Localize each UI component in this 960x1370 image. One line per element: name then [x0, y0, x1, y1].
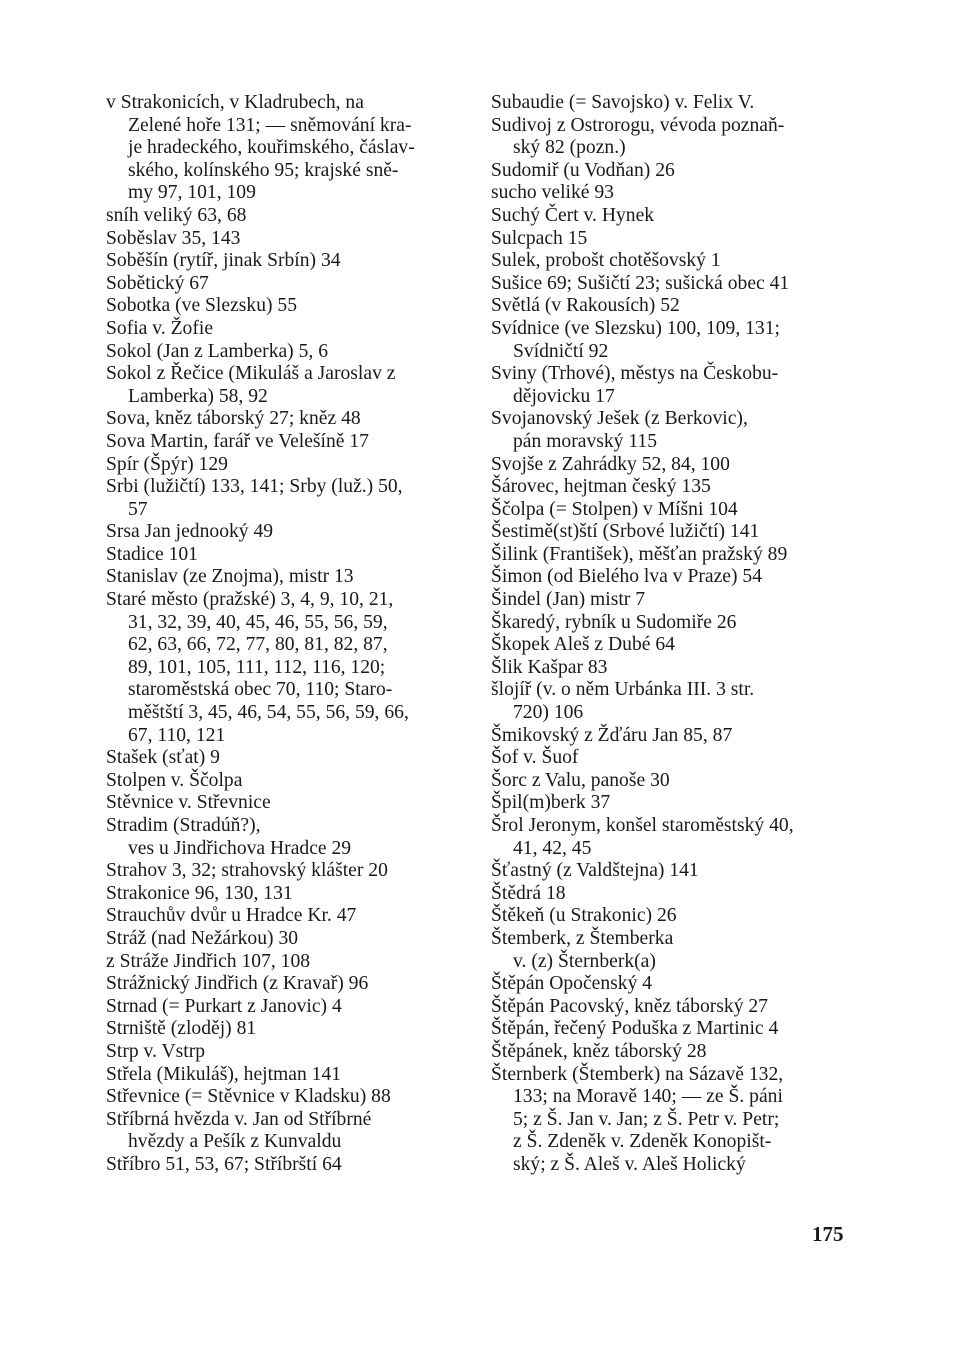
- index-entry-line: Šmikovský z Žďáru Jan 85, 87: [491, 724, 733, 746]
- index-entry: [491, 634, 851, 657]
- index-entry: [491, 815, 851, 860]
- index-entry-continuation: ský 82 (pozn.): [513, 137, 626, 159]
- index-entry: [491, 521, 851, 544]
- index-entry-line: Šilink (František), měšťan pražský 89: [491, 543, 788, 565]
- index-entry: [106, 205, 466, 228]
- index-entry: [491, 657, 851, 680]
- index-entry-line: Soběslav 35, 143: [106, 227, 241, 249]
- index-entry-line: Střevnice (= Stěvnice v Kladsku) 88: [106, 1086, 391, 1108]
- index-entry: [106, 341, 466, 364]
- index-entry-line: Sušice 69; Sušičtí 23; sušická obec 41: [491, 272, 790, 294]
- index-entry: [491, 454, 851, 477]
- index-entry-line: Suchý Čert v. Hynek: [491, 204, 655, 226]
- index-entry: [491, 205, 851, 228]
- index-entry-line: Stolpen v. Ščolpa: [106, 769, 243, 791]
- index-entry: [106, 566, 466, 589]
- index-entry: [491, 928, 851, 973]
- index-entry-line: Sulek, probošt chotěšovský 1: [491, 250, 721, 272]
- index-entry: [491, 476, 851, 499]
- index-entry: [491, 612, 851, 635]
- index-entry: [491, 250, 851, 273]
- index-entry-line: Stradim (Stradúň?),: [106, 815, 261, 836]
- index-entry-line: Střela (Mikuláš), hejtman 141: [106, 1063, 342, 1085]
- index-entry-line: Škopek Aleš z Dubé 64: [491, 634, 675, 656]
- index-entry-line: Sulcpach 15: [491, 227, 588, 249]
- index-entry-continuation: je hradeckého, kouřimského, čáslav-: [128, 137, 415, 159]
- index-entry-line: Svídnice (ve Slezsku) 100, 109, 131;: [491, 317, 780, 339]
- index-entry: [491, 747, 851, 770]
- index-entry-line: Sviny (Trhové), městys na Českobu-: [491, 363, 779, 385]
- index-entry-continuation: Zelené hoře 131; — sněmování kra-: [128, 114, 412, 136]
- index-entry: [106, 860, 466, 883]
- index-entry: [106, 228, 466, 251]
- index-entry-continuation: ves u Jindřichova Hradce 29: [128, 837, 352, 859]
- index-entry-line: Strauchův dvůr u Hradce Kr. 47: [106, 905, 357, 927]
- index-entry: [106, 951, 466, 974]
- index-entry-continuation: 41, 42, 45: [513, 837, 592, 859]
- index-entry-line: Šimon (od Bielého lva v Praze) 54: [491, 566, 762, 588]
- index-entry-line: Sova, kněz táborský 27; kněz 48: [106, 408, 361, 430]
- index-entry-continuation: pán moravský 115: [513, 430, 658, 452]
- index-entry: [106, 250, 466, 273]
- index-entry: [106, 476, 466, 521]
- index-entry: [491, 273, 851, 296]
- index-entry-line: Stěvnice v. Střevnice: [106, 792, 271, 814]
- index-entry: [491, 295, 851, 318]
- index-entry: [106, 996, 466, 1019]
- index-entry-line: Sofia v. Žofie: [106, 317, 214, 339]
- index-entry: [106, 815, 466, 860]
- index-entry-line: Šternberk (Štemberk) na Sázavě 132,: [491, 1063, 784, 1085]
- page-number: 175: [812, 1222, 844, 1246]
- index-entry: [106, 544, 466, 567]
- index-entry: [106, 363, 466, 408]
- index-entry: [491, 318, 851, 363]
- index-entry-line: Světlá (v Rakousích) 52: [491, 295, 680, 317]
- index-entry: [491, 679, 851, 724]
- index-entry: [106, 792, 466, 815]
- index-entry: [106, 1086, 466, 1109]
- index-entry: [106, 318, 466, 341]
- index-entry-line: Šindel (Jan) mistr 7: [491, 589, 646, 611]
- index-entry-continuation: 5; z Š. Jan v. Jan; z Š. Petr v. Petr;: [513, 1108, 780, 1130]
- index-entry-line: Svojše z Zahrádky 52, 84, 100: [491, 453, 730, 475]
- index-entry-line: Srbi (lužičtí) 133, 141; Srby (luž.) 50,: [106, 476, 403, 498]
- index-entry-line: Štěkeň (u Strakonic) 26: [491, 905, 677, 927]
- index-entry-line: Soběšín (rytíř, jinak Srbín) 34: [106, 250, 341, 272]
- index-entry-line: Stříbrná hvězda v. Jan od Stříbrné: [106, 1108, 372, 1130]
- index-entry: [491, 589, 851, 612]
- index-entry-line: Škaredý, rybník u Sudomiře 26: [491, 611, 737, 633]
- index-entry-line: Ščolpa (= Stolpen) v Míšni 104: [491, 498, 738, 520]
- index-entry-line: Špil(m)berk 37: [491, 792, 611, 814]
- index-entry-line: sucho veliké 93: [491, 182, 614, 204]
- index-entry-continuation: ského, kolínského 95; krajské sně-: [128, 159, 399, 181]
- index-entry-continuation: 133; na Moravě 140; — ze Š. páni: [513, 1086, 783, 1108]
- index-entry-line: Štěpán, řečený Poduška z Martinic 4: [491, 1018, 779, 1040]
- index-entry-continuation: v. (z) Šternberk(a): [513, 950, 656, 972]
- index-entry: [491, 996, 851, 1019]
- index-entry-line: Štemberk, z Štemberka: [491, 927, 674, 949]
- index-entry: [106, 521, 466, 544]
- index-entry: [106, 770, 466, 793]
- index-entry: [106, 1154, 466, 1177]
- index-entry-line: Sokol z Řečice (Mikuláš a Jaroslav z: [106, 363, 396, 385]
- index-entry-line: Strahov 3, 32; strahovský klášter 20: [106, 860, 388, 882]
- index-entry: [106, 92, 466, 205]
- index-entry: [491, 770, 851, 793]
- index-entry-line: Šťastný (z Valdštejna) 141: [491, 860, 699, 882]
- index-entry: [491, 160, 851, 183]
- index-entry: [106, 973, 466, 996]
- index-entry-line: z Stráže Jindřich 107, 108: [106, 950, 311, 972]
- index-entry: [106, 928, 466, 951]
- index-entry-line: Šorc z Valu, panoše 30: [491, 769, 670, 791]
- index-entry-continuation: 89, 101, 105, 111, 112, 116, 120;: [128, 656, 386, 678]
- index-entry-line: Spír (Špýr) 129: [106, 453, 228, 475]
- index-entry: [491, 860, 851, 883]
- index-entry-line: Strnad (= Purkart z Janovic) 4: [106, 995, 342, 1017]
- index-entry-continuation: 720) 106: [513, 702, 584, 724]
- index-entry-line: Srsa Jan jednooký 49: [106, 521, 274, 543]
- index-entry: [491, 363, 851, 408]
- index-entry-line: Strniště (zloděj) 81: [106, 1018, 257, 1040]
- index-entry: [106, 747, 466, 770]
- index-entry-line: v Strakonicích, v Kladrubech, na: [106, 92, 364, 113]
- index-entry: [106, 905, 466, 928]
- index-entry: [491, 566, 851, 589]
- index-entry: [106, 589, 466, 747]
- index-entry-line: Stráž (nad Nežárkou) 30: [106, 927, 299, 949]
- index-column-left: [106, 92, 466, 1177]
- index-entry-line: Sova Martin, farář ve Velešíně 17: [106, 430, 369, 452]
- index-entry: [491, 92, 851, 115]
- index-entry-line: Stanislav (ze Znojma), mistr 13: [106, 566, 354, 588]
- index-entry: [491, 1018, 851, 1041]
- index-entry-line: Šlik Kašpar 83: [491, 656, 608, 678]
- index-entry: [491, 1041, 851, 1064]
- index-entry-continuation: dějovicku 17: [513, 385, 615, 407]
- index-entry-line: Strakonice 96, 130, 131: [106, 882, 293, 904]
- index-entry: [106, 408, 466, 431]
- index-entry-continuation: Svídničtí 92: [513, 340, 609, 362]
- index-entry: [106, 1109, 466, 1154]
- index-entry-continuation: 57: [128, 498, 148, 520]
- index-entry: [491, 499, 851, 522]
- index-entry-line: Sobotka (ve Slezsku) 55: [106, 295, 298, 317]
- index-entry-line: Šof v. Šuof: [491, 747, 579, 769]
- index-entry: [106, 431, 466, 454]
- index-entry: [491, 883, 851, 906]
- index-entry: [491, 905, 851, 928]
- index-entry-line: Štědrá 18: [491, 882, 566, 904]
- index-entry-line: Strážnický Jindřich (z Kravař) 96: [106, 973, 369, 995]
- index-entry: [106, 1041, 466, 1064]
- index-entry-continuation: měštští 3, 45, 46, 54, 55, 56, 59, 66,: [128, 702, 409, 724]
- index-entry-continuation: my 97, 101, 109: [128, 182, 256, 204]
- index-entry-line: Stříbro 51, 53, 67; Stříbrští 64: [106, 1153, 342, 1175]
- index-entry-line: Šestimě(st)ští (Srbové lužičtí) 141: [491, 521, 760, 543]
- index-entry-line: Strp v. Vstrp: [106, 1040, 206, 1062]
- index-entry: [491, 1064, 851, 1177]
- index-entry-line: Svojanovský Ješek (z Berkovic),: [491, 408, 748, 430]
- index-entry-line: Stadice 101: [106, 543, 198, 565]
- index-entry-line: Sudivoj z Ostrorogu, vévoda poznaň-: [491, 114, 785, 136]
- index-entry-continuation: ský; z Š. Aleš v. Aleš Holický: [513, 1153, 746, 1175]
- index-entry-continuation: z Š. Zdeněk v. Zdeněk Konopišt-: [513, 1131, 772, 1153]
- index-entry-line: Šrol Jeronym, konšel staroměstský 40,: [491, 815, 794, 836]
- index-entry-line: Sobětický 67: [106, 272, 209, 294]
- index-entry-line: Stašek (sťat) 9: [106, 747, 220, 769]
- index-entry-line: Štěpán Pacovský, kněz táborský 27: [491, 995, 768, 1017]
- index-entry-line: Sudomiř (u Vodňan) 26: [491, 159, 675, 181]
- index-entry-line: šlojíř (v. o něm Urbánka III. 3 str.: [491, 679, 755, 701]
- index-entry-line: Štěpánek, kněz táborský 28: [491, 1040, 707, 1062]
- index-entry-continuation: 67, 110, 121: [128, 724, 226, 746]
- index-entry: [106, 273, 466, 296]
- index-entry: [491, 725, 851, 748]
- index-entry: [491, 408, 851, 453]
- index-entry-continuation: Lamberka) 58, 92: [128, 385, 268, 407]
- index-entry: [491, 182, 851, 205]
- index-entry-line: sníh veliký 63, 68: [106, 204, 247, 226]
- index-entry: [106, 454, 466, 477]
- index-entry: [491, 115, 851, 160]
- index-entry: [491, 973, 851, 996]
- index-entry: [491, 792, 851, 815]
- index-entry: [491, 544, 851, 567]
- index-entry-line: Subaudie (= Savojsko) v. Felix V.: [491, 92, 755, 113]
- index-entry-continuation: 31, 32, 39, 40, 45, 46, 55, 56, 59,: [128, 611, 388, 633]
- index-entry-line: Staré město (pražské) 3, 4, 9, 10, 21,: [106, 589, 394, 611]
- index-entry-continuation: staroměstská obec 70, 110; Staro-: [128, 679, 393, 701]
- index-entry-line: Štěpán Opočenský 4: [491, 973, 653, 995]
- index-column-right: [491, 92, 851, 1177]
- index-entry: [106, 1064, 466, 1087]
- index-entry-line: Sokol (Jan z Lamberka) 5, 6: [106, 340, 328, 362]
- index-entry: [106, 883, 466, 906]
- index-entry-continuation: 62, 63, 66, 72, 77, 80, 81, 82, 87,: [128, 634, 388, 656]
- index-entry: [491, 228, 851, 251]
- index-entry: [106, 295, 466, 318]
- index-entry-line: Šárovec, hejtman český 135: [491, 476, 711, 498]
- index-entry: [106, 1018, 466, 1041]
- index-entry-continuation: hvězdy a Pešík z Kunvaldu: [128, 1131, 342, 1153]
